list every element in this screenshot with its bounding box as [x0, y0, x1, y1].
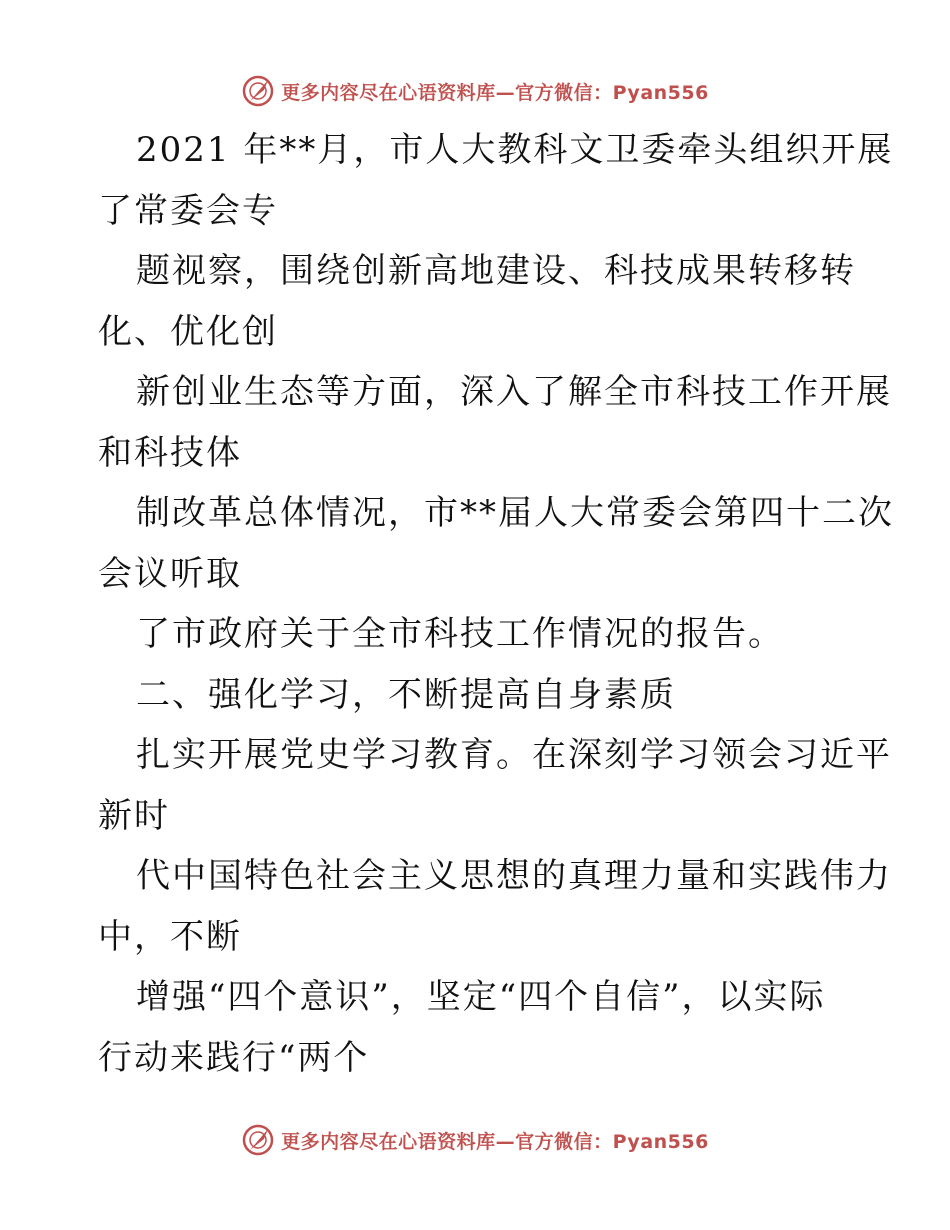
- text-line: 化、优化创: [98, 311, 278, 352]
- watermark-text: 更多内容尽在心语资料库—官方微信：Pyan556: [281, 1130, 709, 1153]
- text-line: 了市政府关于全市科技工作情况的报告。: [136, 614, 784, 654]
- text-line: 题视察，围绕创新高地建设、科技成果转移转: [136, 251, 856, 291]
- text-line: 代中国特色社会主义思想的真理力量和实践伟力: [136, 856, 892, 896]
- text-line: 新时: [98, 795, 170, 836]
- text-line: 二、强化学习，不断提高自身素质: [136, 674, 676, 715]
- text-line: 扎实开展党史学习教育。在深刻学习领会习近平: [136, 735, 892, 775]
- text-line: 制改革总体情况，市**届人大常委会第四十二次: [136, 493, 894, 533]
- text-line: 了常委会专: [98, 190, 278, 231]
- watermark-text: 更多内容尽在心语资料库—官方微信：Pyan556: [281, 81, 709, 104]
- watermark-footer: [0, 1120, 950, 1160]
- text-line: 中，不断: [98, 916, 242, 957]
- text-line: 和科技体: [98, 432, 242, 473]
- watermark-header: [0, 71, 950, 111]
- text-line: 2021 年**月，市人大教科文卫委牵头组织开展: [136, 130, 894, 170]
- text-line: 增强“四个意识”，坚定“四个自信”，以实际: [136, 977, 826, 1017]
- text-line: 会议听取: [98, 553, 242, 594]
- text-line: 行动来践行“两个: [98, 1037, 370, 1078]
- quill-logo-icon: [241, 74, 275, 108]
- quill-logo-icon: [241, 1123, 275, 1157]
- text-line: 新创业生态等方面，深入了解全市科技工作开展: [136, 372, 892, 412]
